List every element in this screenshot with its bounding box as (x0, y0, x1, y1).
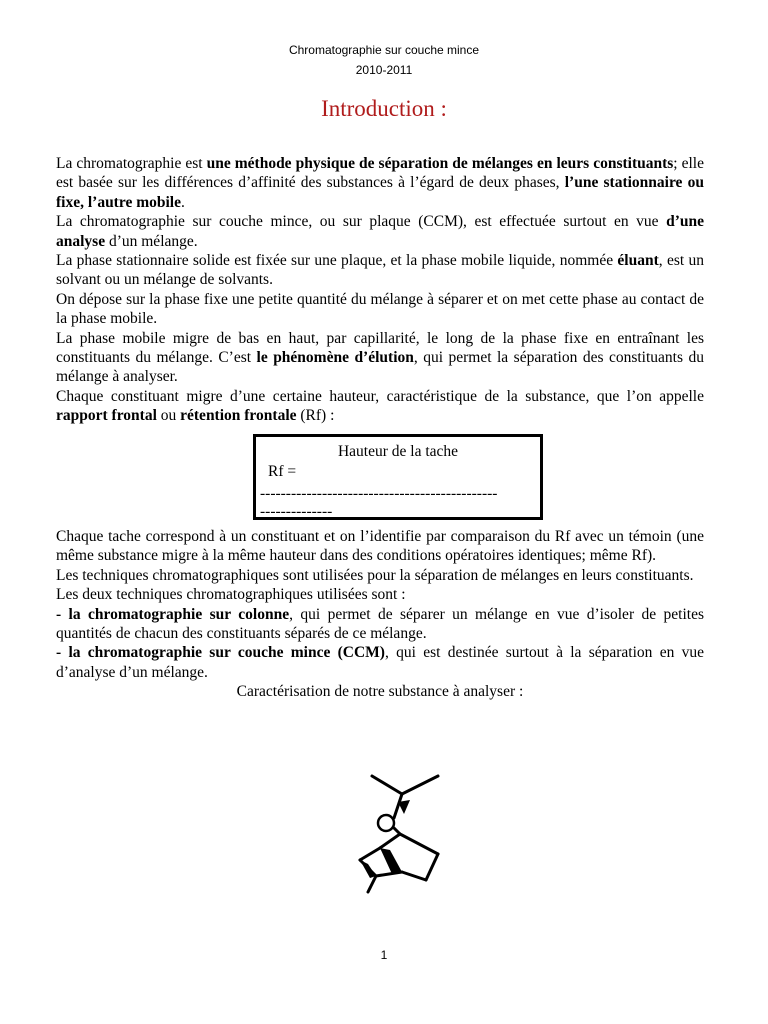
text-run: , est un solvant ou un mélange de solvants. (56, 252, 704, 289)
bond (360, 848, 380, 860)
paragraph (56, 251, 704, 290)
paragraph: On dépose sur la phase fixe une petite quantité du mélange à séparer et on met cette phase au contact de la phase mobile. (56, 290, 704, 328)
bond (380, 834, 400, 848)
bold-text: le phénomène d’élution (256, 349, 414, 367)
text-run: d’un mélange. (105, 232, 198, 250)
formula-numerator: Hauteur de la tache (337, 443, 459, 460)
text-run: Chaque constituant migre d’une certaine hauteur, caractéristique de la substance, que l’on appelle (56, 387, 704, 405)
header-title: Chromatographie sur couche mince (288, 43, 480, 57)
text-run: , qui est destinée surtout à la séparation en vue d’analyse d’un mélange. (56, 644, 704, 681)
paragraph (56, 154, 704, 212)
bold-text: - la chromatographie sur couche mince (56, 644, 331, 662)
bond (402, 872, 426, 880)
wedge-bond (398, 800, 410, 814)
bond (372, 776, 402, 794)
bold-text: (CCM) (330, 644, 385, 662)
text-run: . (180, 193, 185, 211)
text-run: La phase stationnaire solide est fixée sur une plaque, et la phase mobile liquide, nommée (56, 252, 618, 270)
text-run: (Rf) : (296, 407, 335, 425)
bold-text: éluant (617, 252, 659, 270)
page-number: 1 (380, 948, 388, 962)
paragraph (56, 387, 704, 426)
paragraph: Les techniques chromatographiques sont utilisées pour la séparation de mélanges en leurs constituants. (56, 566, 694, 584)
paragraph: Chaque tache correspond à un constituant et on l’identifie par comparaison du Rf avec un témoin (une même substance migre à la même hauteur dans des conditions opératoires identiques; même Rf). (56, 528, 704, 565)
header-year: 2010-2011 (355, 63, 413, 77)
wedge-bond (360, 860, 376, 878)
bold-text: - la chromatographie sur colonne (56, 605, 290, 623)
formula-fraction-line: ---------------------------------------------- (260, 485, 498, 502)
bond (402, 776, 438, 794)
bold-text: rétention frontale (180, 407, 297, 425)
section-title: Introduction : (321, 96, 447, 121)
molecule-structure-drawing (340, 768, 450, 898)
text-run: ; elle est basée sur les différences d’affinité des substances à l’égard de deux phases, (56, 155, 704, 192)
rf-formula-box (253, 434, 543, 520)
paragraph (56, 212, 704, 251)
text-run: La chromatographie est (56, 155, 207, 172)
bold-text: d’une analyse (56, 213, 704, 250)
bold-text: l’une stationnaire ou fixe, l’autre mobile (56, 174, 704, 211)
formula-rf-label: Rf = (268, 463, 297, 480)
text-run: , qui permet de séparer un mélange en vue d’isoler de petites quantités de chacun des constituants séparés de ce mélange. (56, 605, 704, 643)
text-run: La phase mobile migre de bas en haut, par capillarité, le long de la phase fixe en entraînant les constituants du mélange. C’est (56, 329, 704, 367)
ring-atom (378, 815, 394, 831)
text-run: , qui permet la séparation des constituants du mélange à analyser. (56, 349, 704, 386)
paragraph-caption: Caractérisation de notre substance à analyser : (236, 683, 524, 701)
paragraph (56, 643, 704, 682)
techniques-text (56, 527, 704, 702)
intro-text (56, 154, 704, 426)
bond (368, 876, 376, 892)
wedge-bond (380, 848, 402, 874)
paragraph (56, 329, 704, 387)
text-run: ou (156, 407, 181, 425)
paragraph: Les deux techniques chromatographiques utilisées sont : (56, 586, 406, 604)
bond (400, 834, 438, 854)
formula-fraction-line-continued: -------------- (260, 503, 333, 520)
bond (426, 854, 438, 880)
bold-text: rapport frontal (56, 407, 157, 425)
paragraph (56, 605, 704, 644)
text-run: La chromatographie sur couche mince, ou sur plaque (CCM), est effectuée surtout en vue (56, 213, 667, 231)
bold-text: une méthode physique de séparation de mélanges en leurs constituants (206, 155, 674, 172)
